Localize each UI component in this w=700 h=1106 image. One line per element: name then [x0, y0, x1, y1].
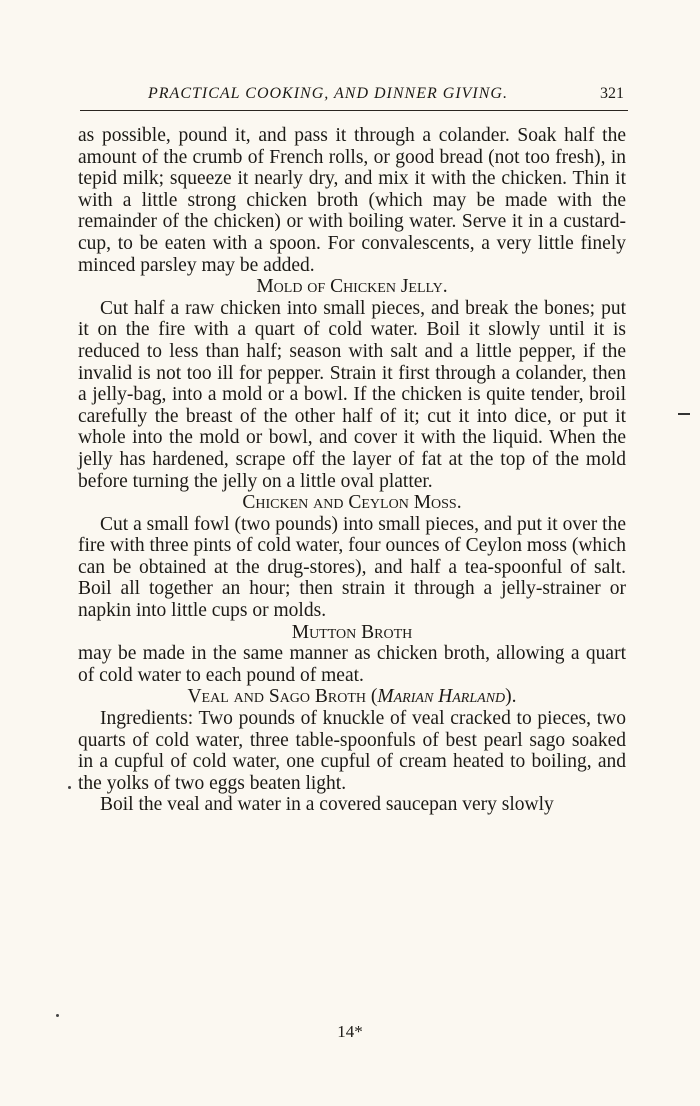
- paragraph-ingredients: Ingredients: Two pounds of knuckle of veal cracked to pieces, two quarts of cold water, three table-spoonfuls of best pearl sago soaked in a cupful of cold water, one cupful of cream heated to boiling, and the yolks of two eggs beaten light.: [78, 708, 626, 794]
- paragraph-boil: Boil the veal and water in a covered saucepan very slowly: [100, 794, 554, 816]
- heading-chicken-and-ceylon-moss: Chicken and Ceylon Moss.: [242, 492, 462, 514]
- heading-mold-of-chicken-jelly: Mold of Chicken Jelly.: [256, 276, 448, 298]
- paragraph-continued: as possible, pound it, and pass it through a colander. Soak half the amount of the crumb of French rolls, or good bread (not too fresh), in tepid milk; squeeze it nearly dry, and mix it with the chicken. Thin it with a little strong chicken broth (which may be made with the remainder of the chicken) or with boiling water. Serve it in a custard-cup, to be eaten with a spoon. For convalescents, a very little finely minced parsley may be added.: [78, 125, 626, 276]
- paragraph-ceylon-moss: Cut a small fowl (two pounds) into small pieces, and put it over the fire with three pints of cold water, four ounces of Ceylon moss (which can be obtained at the drug-stores), and half a tea-spoonful of salt. Boil all together an hour; then strain it through a jelly-strainer or napkin into little cups or molds.: [78, 513, 626, 622]
- running-head: [80, 84, 628, 111]
- stray-dot: [56, 1014, 59, 1017]
- running-title: PRACTICAL COOKING, AND DINNER GIVING.: [148, 85, 508, 102]
- body-text: [78, 125, 626, 816]
- heading-veal-author: Marian Harland: [377, 686, 506, 708]
- heading-mutton-broth: Mutton Broth: [291, 621, 413, 643]
- heading-veal-and-sago-broth: [78, 686, 626, 708]
- heading-veal-main: Veal and Sago Broth (: [187, 686, 378, 708]
- margin-mark: [678, 413, 690, 415]
- paragraph-mutton-broth: may be made in the same manner as chicken broth, allowing a quart of cold water to each pound of meat.: [78, 643, 626, 686]
- signature-mark: 14*: [337, 1022, 363, 1041]
- page-number: 321: [600, 85, 624, 102]
- paragraph-chicken-jelly: Cut half a raw chicken into small pieces, and break the bones; put it on the fire with a quart of cold water. Boil it slowly until it is reduced to less than half; season with salt and a little pepper, if the invalid is not too ill for pepper. Strain it first through a colander, then a jelly-bag, into a mold or a bowl. If the chicken is quite tender, broil carefully the breast of the other half of it; cut it into dice, or put it whole into the mold or bowl, and cover it with the liquid. When the jelly has hardened, scrape off the layer of fat at the top of the mold before turning the jelly on a little oval platter.: [78, 297, 626, 492]
- stray-dot: [68, 786, 71, 789]
- heading-veal-end: ).: [505, 686, 517, 708]
